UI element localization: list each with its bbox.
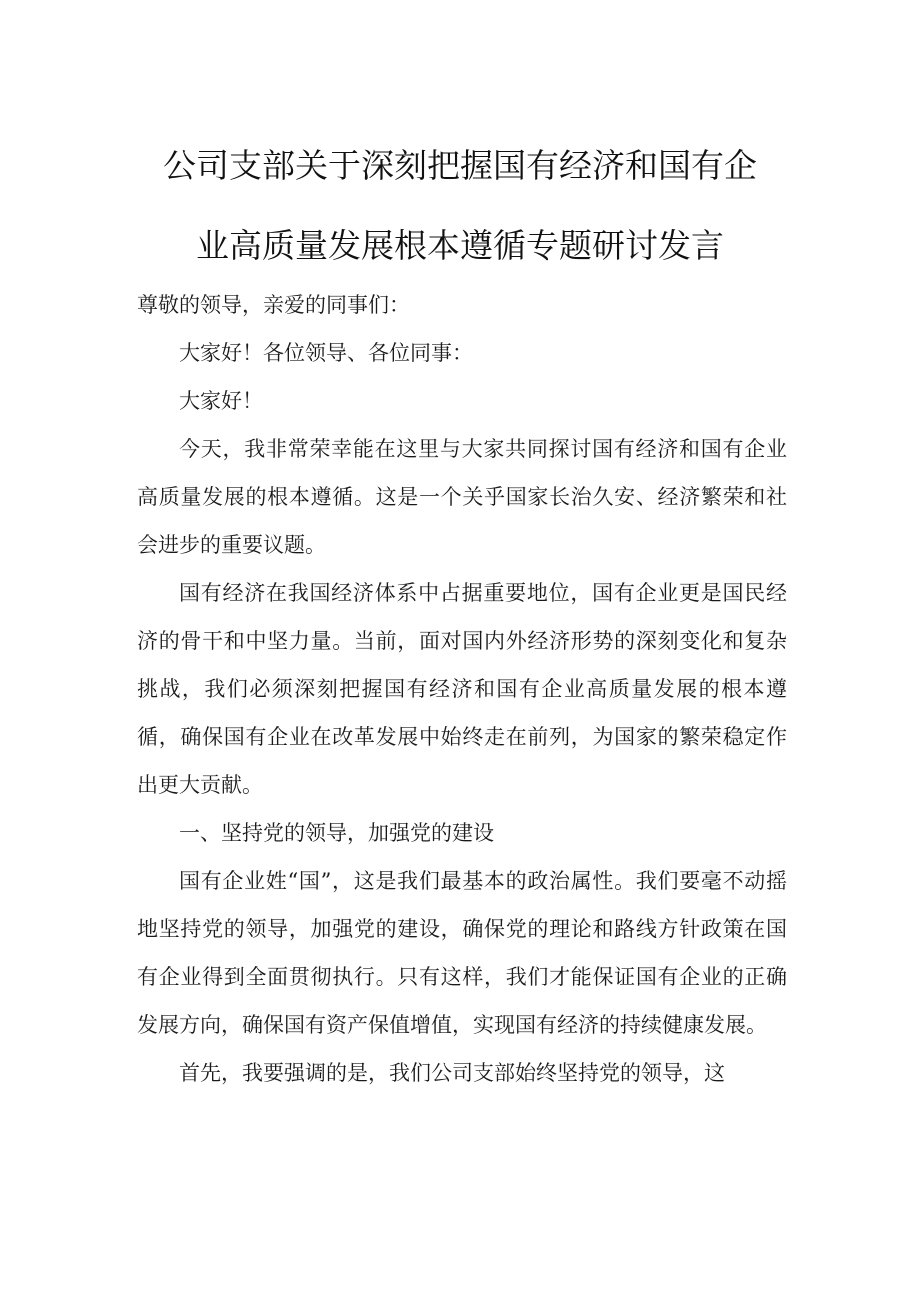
greeting-paragraph: 大家好！各位领导、各位同事：: [179, 341, 473, 365]
body-paragraph: 今天，我非常荣幸能在这里与大家共同探讨国有经济和国有企业高质量发展的根本遵循。这是一个关乎国家长治久安、经济繁荣和社会进步的重要议题。: [137, 437, 787, 557]
body-paragraph: 首先，我要强调的是，我们公司支部始终坚持党的领导，这: [179, 1061, 725, 1085]
greeting-paragraph-2: 大家好！: [179, 389, 263, 413]
section-heading: 一、坚持党的领导，加强党的建设: [179, 821, 494, 845]
document-body: [137, 281, 787, 1097]
body-paragraph: 国有企业姓“国”，这是我们最基本的政治属性。我们要毫不动摇地坚持党的领导，加强党的建设，确保党的理论和路线方针政策在国有企业得到全面贯彻执行。只有这样，我们才能保证国有企业的正确发展方向，确保国有资产保值增值，实现国有经济的持续健康发展。: [137, 869, 787, 1037]
salutation: 尊敬的领导，亲爱的同事们：: [137, 293, 410, 317]
body-paragraph: 国有经济在我国经济体系中占据重要地位，国有企业更是国民经济的骨干和中坚力量。当前，面对国内外经济形势的深刻变化和复杂挑战，我们必须深刻把握国有经济和国有企业高质量发展的根本遵循，确保国有企业在改革发展中始终走在前列，为国家的繁荣稳定作出更大贡献。: [137, 581, 787, 797]
document-title-line-1: 公司支部关于深刻把握国有经济和国有企: [163, 146, 757, 185]
document-title-line-2: 业高质量发展根本遵循专题研讨发言: [196, 226, 724, 265]
